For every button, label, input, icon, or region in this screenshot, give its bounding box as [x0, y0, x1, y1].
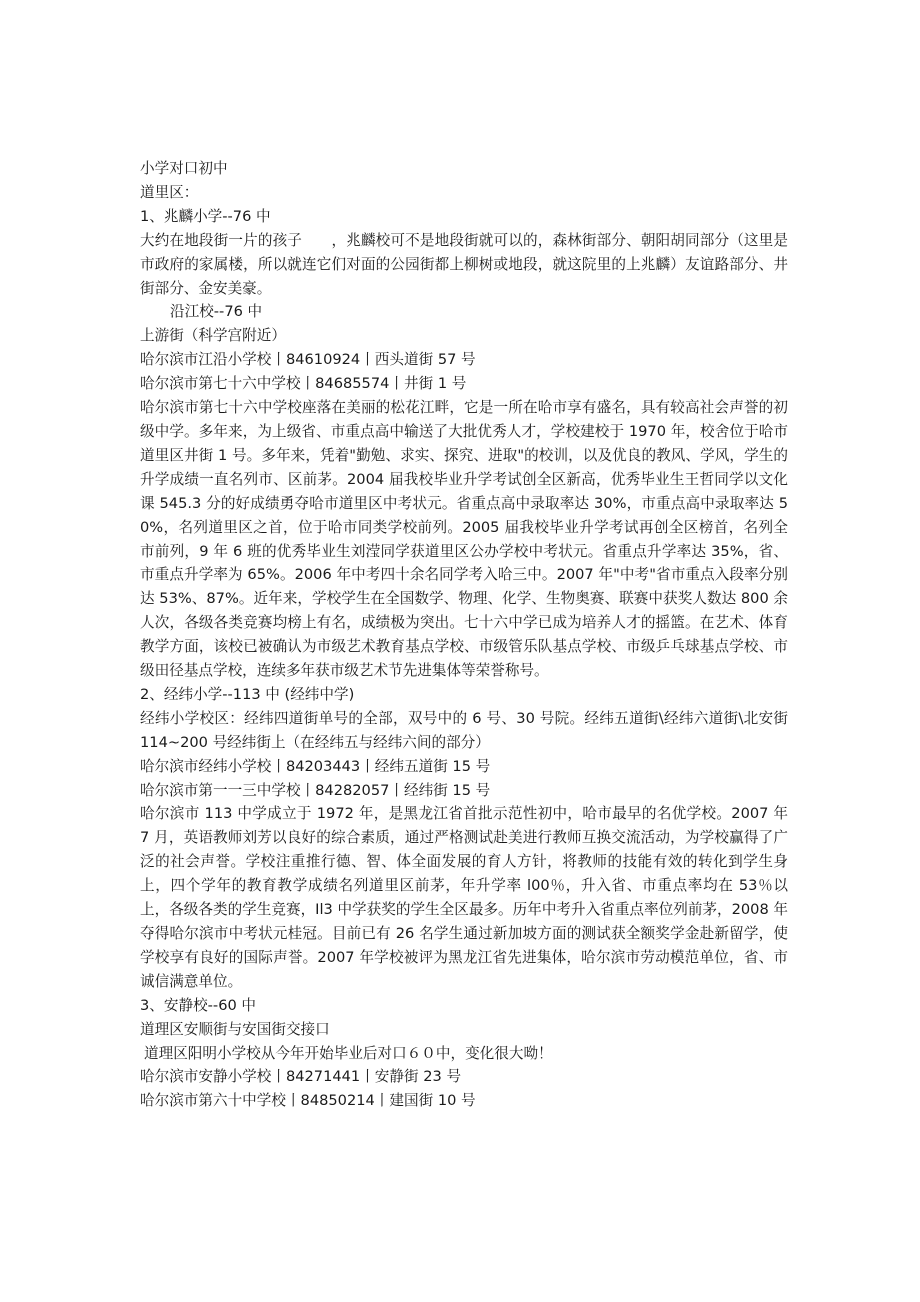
section-3-contact-primary: 哈尔滨市安静小学校丨84271441丨安静街 23 号 — [140, 1068, 462, 1086]
district-label: 道里区： — [140, 183, 199, 201]
section-2-contact-primary: 哈尔滨市经纬小学校丨84203443丨经纬五道街 15 号 — [140, 757, 491, 775]
section-2-contact-middle: 哈尔滨市第一一三中学校丨84282057丨经纬街 15 号 — [140, 781, 491, 799]
section-1-contact-primary: 哈尔滨市江沿小学校丨84610924丨西头道街 57 号 — [140, 351, 476, 369]
section-3-note: 道理区阳明小学校从今年开始毕业后对口６０中，变化很大呦！ — [144, 1044, 553, 1062]
section-1-subheading: 沿江校--76 中 — [170, 303, 263, 321]
section-2-heading: 2、经纬小学--113 中 (经纬中学) — [140, 685, 355, 703]
section-1-heading: 1、兆麟小学--76 中 — [140, 207, 271, 225]
section-2-area: 经纬小学校区：经纬四道街单号的全部，双号中的 6 号、30 号院。经纬五道街\经纬六道街\北安街 114~200 号经纬街上（在经纬五与经纬六间的部分） — [140, 709, 788, 751]
section-1-contact-middle: 哈尔滨市第七十六中学校丨84685574丨井街 1 号 — [140, 375, 467, 393]
section-1-description: 大约在地段街一片的孩子 ，兆麟校可不是地段街就可以的，森林街部分、朝阳胡同部分（这里是市政府的家属楼，所以就连它们对面的公园街都上柳树或地段，就这院里的上兆麟）友谊路部分、井街部分、金安美豪。 — [140, 231, 788, 297]
section-3-area: 道理区安顺街与安国街交接口 — [140, 1020, 330, 1038]
section-3-contact-middle: 哈尔滨市第六十中学校丨84850214丨建国街 10 号 — [140, 1092, 476, 1110]
section-3-heading: 3、安静校--60 中 — [140, 996, 256, 1014]
section-2-intro: 哈尔滨市 113 中学成立于 1972 年，是黑龙江省首批示范性初中，哈市最早的名优学校。2007 年 7 月，英语教师刘芳以良好的综合素质，通过严格测试赴美进行教师互换交流活动，为学校赢得了广泛的社会声誉。学校注重推行德、智、体全面发展的育人方针，将教师的技能有效的转化到学生身上，四个学年的教育教学成绩名列道里区前茅，年升学率 l00％，升入省、市重点率均在 53％以上，各级各类的学生竞赛，Il3 中学获奖的学生全区最多。历年中考升入省重点率位列前茅，2008 年夺得哈尔滨市中考状元桂冠。目前已有 26 名学生通过新加坡方面的测试获全额奖学金赴新留学，使学校享有良好的国际声誉。2007 年学校被评为黑龙江省先进集体，哈尔滨市劳动模范单位，省、市诚信满意单位。 — [140, 805, 788, 990]
section-1-area: 上游街（科学宫附近） — [140, 327, 286, 345]
section-1-intro: 哈尔滨市第七十六中学校座落在美丽的松花江畔，它是一所在哈市享有盛名，具有较高社会声誉的初级中学。多年来，为上级省、市重点高中输送了大批优秀人才，学校建校于 1970 年，校舍位于哈市道里区井街 1 号。多年来，凭着"勤勉、求实、探究、进取"的校训，以及优良的教风、学风，学生的升学成绩一直名列市、区前茅。2004 届我校毕业升学考试创全区新高，优秀毕业生王哲同学以文化课 545.3 分的好成绩勇夺哈市道里区中考状元。省重点高中录取率达 30%，市重点高中录取率达 50%，名列道里区之首，位于哈市同类学校前列。2005 届我校毕业升学考试再创全区榜首，名列全市前列，9 年 6 班的优秀毕业生刘滢同学获道里区公办学校中考状元。省重点升学率达 35%，省、市重点升学率为 65%。2006 年中考四十余名同学考入哈三中。2007 年"中考"省市重点入段率分别达 53%、87%。近年来，学校学生在全国数学、物理、化学、生物奥赛、联赛中获奖人数达 800 余人次，各级各类竞赛均榜上有名，成绩极为突出。七十六中学已成为培养人才的摇篮。在艺术、体育教学方面，该校已被确认为市级艺术教育基点学校、市级管乐队基点学校、市级乒乓球基点学校、市级田径基点学校，连续多年获市级艺术节先进集体等荣誉称号。 — [140, 399, 788, 680]
document-page — [140, 157, 788, 1113]
doc-title: 小学对口初中 — [140, 160, 228, 177]
